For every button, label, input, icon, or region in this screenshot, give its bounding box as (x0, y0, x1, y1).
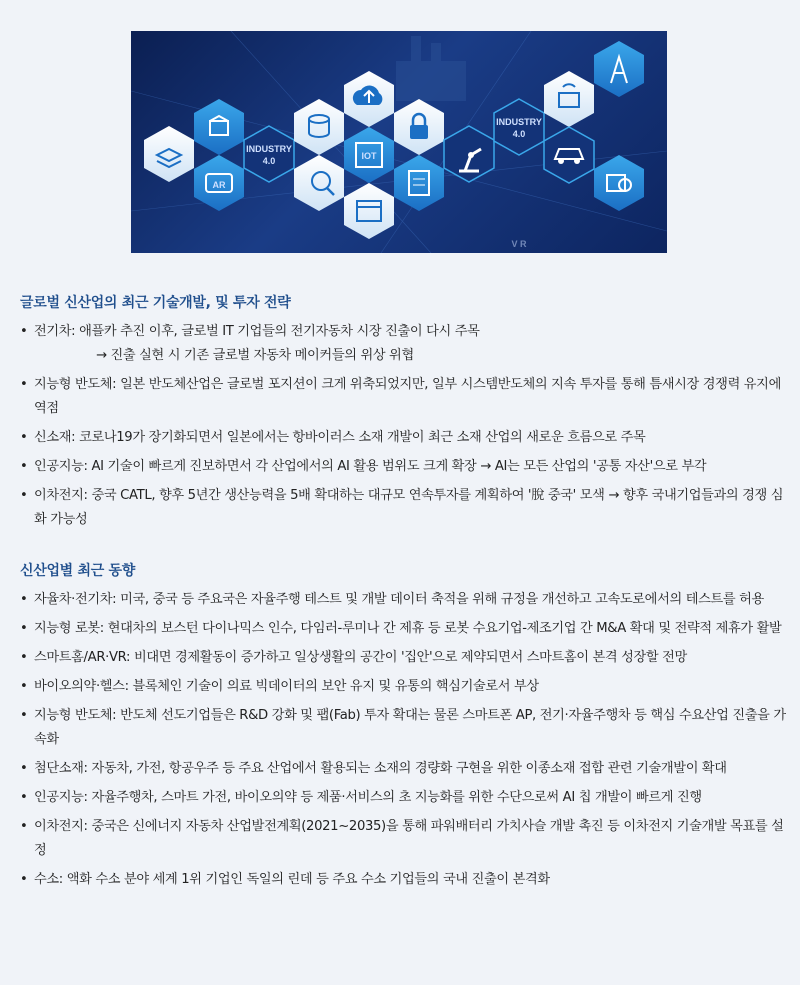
hex-ar (194, 155, 244, 211)
list-item: • 스마트홈/AR·VR: 비대면 경제활동이 증가하고 일상생활의 공간이 '집안'으로 제약되면서 스마트홈이 본격 성장할 전망 (20, 646, 788, 670)
hex-ar-glasses (594, 155, 644, 211)
hex-play-layers (144, 126, 194, 182)
list-item: • 인공지능: AI 기술이 빠르게 진보하면서 각 산업에서의 AI 활용 범위도 크게 확장 → AI는 모든 산업의 '공통 자산'으로 부각 (20, 455, 788, 479)
hex-tower (594, 41, 644, 97)
list-item: • 신소재: 코로나19가 장기화되면서 일본에서는 항바이러스 소재 개발이 최근 소재 산업의 새로운 흐름으로 주목 (20, 426, 788, 450)
hex-industry-2 (494, 99, 544, 155)
section2 (20, 560, 788, 892)
vr-label: V R (511, 239, 527, 249)
hex-cloud (344, 71, 394, 127)
hex-car (544, 127, 594, 183)
section2-list (20, 588, 788, 892)
list-item: • 전기차: 애플카 추진 이후, 글로벌 IT 기업들의 전기자동차 시장 진출이 다시 주목 → 진출 실현 시 기존 글로벌 자동차 메이커들의 위상 위협 (20, 320, 788, 368)
hex-box (194, 99, 244, 155)
hex-3d-printer (344, 183, 394, 239)
section1-list (20, 320, 788, 532)
industry-ver-2: 4.0 (512, 129, 526, 139)
hex-wifi (544, 71, 594, 127)
list-item: • 인공지능: 자율주행차, 스마트 가전, 바이오의약 등 제품·서비스의 초 지능화를 위한 수단으로써 AI 칩 개발이 빠르게 진행 (20, 786, 788, 810)
list-item: • 이차전지: 중국 CATL, 향후 5년간 생산능력을 5배 확대하는 대규모 연속투자를 계획하여 '脫 중국' 모색 → 향후 국내기업들과의 경쟁 심화 가능성 (20, 484, 788, 532)
list-item: • 첨단소재: 자동차, 가전, 항공우주 등 주요 산업에서 활용되는 소재의 경량화 구현을 위한 이종소재 접합 관련 기술개발이 확대 (20, 757, 788, 781)
list-item-sub: → 진출 실현 시 기존 글로벌 자동차 메이커들의 위상 위협 (96, 348, 414, 363)
hex-robot (444, 126, 494, 182)
hex-lock (394, 99, 444, 155)
iot-label: IOT (361, 151, 377, 161)
list-item: • 지능형 반도체: 일본 반도체산업은 글로벌 포지션이 크게 위축되었지만, 일부 시스템반도체의 지속 투자를 통해 틈새시장 경쟁력 유지에 역점 (20, 373, 788, 421)
factory-icon (396, 36, 466, 101)
section1-title: 글로벌 신산업의 최근 기술개발, 및 투자 전략 (20, 295, 291, 311)
hex-database (294, 99, 344, 155)
list-item: • 지능형 반도체: 반도체 선도기업들은 R&D 강화 및 팹(Fab) 투자 확대는 물론 스마트폰 AP, 전기·자율주행차 등 핵심 수요산업 진출을 가속화 (20, 704, 788, 752)
hex-document (394, 155, 444, 211)
industry-label-2: INDUSTRY (496, 117, 542, 127)
hex-industry-1 (244, 126, 294, 182)
content (20, 292, 788, 897)
list-item: • 수소: 액화 수소 분야 세계 1위 기업인 독일의 린데 등 주요 수소 기업들의 국내 진출이 본격화 (20, 868, 788, 892)
list-item: • 바이오의약·헬스: 블록체인 기술이 의료 빅데이터의 보안 유지 및 유통의 핵심기술로서 부상 (20, 675, 788, 699)
section2-title: 신산업별 최근 동향 (20, 563, 135, 579)
industry-label-1: INDUSTRY (246, 144, 292, 154)
industry-ver-1: 4.0 (262, 156, 276, 166)
hex-chart-search (294, 155, 344, 211)
list-item: • 지능형 로봇: 현대차의 보스턴 다이나믹스 인수, 다임러-루미나 간 제휴 등 로봇 수요기업-제조기업 간 M&A 확대 및 전략적 제휴가 활발 (20, 617, 788, 641)
list-item: • 이차전지: 중국은 신에너지 자동차 산업발전계획(2021~2035)을 통해 파워배터리 가치사슬 개발 촉진 등 이차전지 기술개발 목표를 설정 (20, 815, 788, 863)
hero-illustration (131, 31, 667, 253)
hex-iot (344, 127, 394, 183)
ar-label: AR (212, 180, 226, 190)
list-item: • 자율차·전기차: 미국, 중국 등 주요국은 자율주행 테스트 및 개발 데이터 축적을 위해 규정을 개선하고 고속도로에서의 테스트를 허용 (20, 588, 788, 612)
